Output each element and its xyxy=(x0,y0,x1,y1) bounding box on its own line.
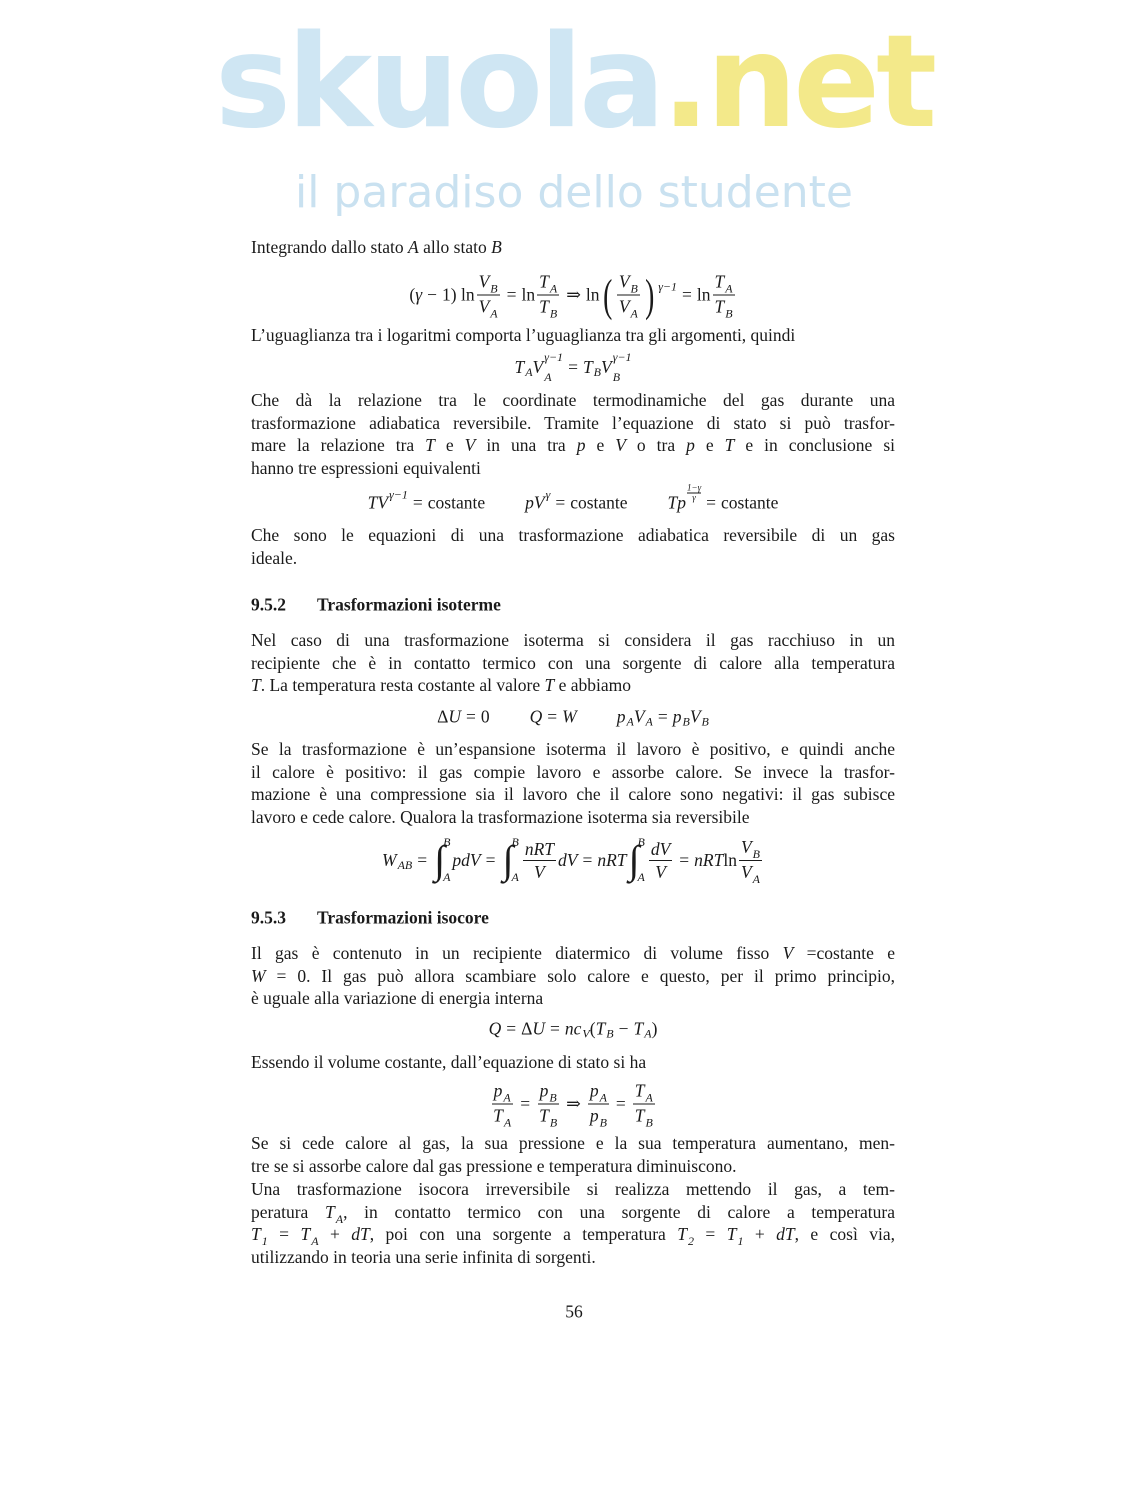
math-symbol: T xyxy=(634,1080,645,1101)
subscript: B xyxy=(549,306,558,321)
text: = xyxy=(267,1224,301,1245)
math-symbol: V xyxy=(655,861,666,882)
math-symbol: T xyxy=(514,356,525,377)
numerator xyxy=(523,838,556,861)
math-symbol: B xyxy=(491,237,502,257)
paragraph xyxy=(251,524,895,569)
lower-limit: A xyxy=(637,870,645,884)
text: e in conclusione si xyxy=(734,435,895,456)
text: mazione è una compressione sia il lavoro che il calore sono negativi: il gas subisce xyxy=(251,784,895,805)
math-symbol: n xyxy=(564,1018,574,1039)
subscript: A xyxy=(626,714,634,729)
subscript: A xyxy=(544,370,552,384)
text: + xyxy=(743,1224,777,1245)
subscript: A xyxy=(599,1090,607,1105)
math-symbol: Q xyxy=(529,706,543,727)
fraction xyxy=(649,838,672,883)
text: = xyxy=(693,1224,727,1245)
math-symbol: T xyxy=(582,356,593,377)
text: ln xyxy=(585,284,600,305)
text: , poi con una sorgente a temperatura xyxy=(369,1224,678,1245)
text-line xyxy=(251,1051,895,1074)
subscript: A xyxy=(503,1090,511,1105)
text: recipiente che è in contatto termico con una sorgente di calore alla temperatura xyxy=(251,652,895,673)
math-symbol: T xyxy=(595,1018,606,1039)
math-symbol: W xyxy=(251,965,266,986)
text: tre se si assorbe calore dal gas pressione e temperatura diminuiscono. xyxy=(251,1155,737,1176)
equation-part xyxy=(617,707,709,728)
text: e xyxy=(585,435,616,456)
equation-part xyxy=(367,487,486,514)
numerator: 1−γ xyxy=(687,482,702,493)
numerator xyxy=(713,271,735,296)
operator: = xyxy=(549,1018,560,1039)
numerator xyxy=(617,271,640,296)
math-symbol: p xyxy=(539,1080,549,1101)
fraction xyxy=(713,271,735,320)
text: ln xyxy=(521,284,536,305)
math-symbol: c xyxy=(573,1018,582,1039)
numerator xyxy=(477,271,500,296)
operator: = xyxy=(506,1018,517,1039)
text: 1) ln xyxy=(442,284,475,305)
math-symbol: dT xyxy=(351,1224,370,1245)
fraction xyxy=(739,836,762,885)
text: Che sono le equazioni di una trasformazione adiabatica reversibile di un gas xyxy=(251,525,895,545)
denominator xyxy=(491,1105,513,1129)
math-symbol: nRT xyxy=(597,849,627,870)
math-symbol: p xyxy=(493,1080,503,1101)
text-line xyxy=(251,674,895,697)
text-line xyxy=(251,412,895,435)
text: + xyxy=(318,1224,352,1245)
subscript: AB xyxy=(397,857,413,872)
text: , in contatto termico con una sorgente di calore a temperatura xyxy=(343,1201,895,1222)
math-symbol: V xyxy=(615,435,626,456)
numerator xyxy=(739,836,762,861)
subscript: B xyxy=(599,1115,607,1130)
math-symbol: T xyxy=(539,296,549,317)
subscript: V xyxy=(582,1026,590,1041)
text-line xyxy=(251,1246,895,1269)
text: Essendo il volume costante, dall’equazione di stato si ha xyxy=(251,1052,647,1072)
denominator: γ xyxy=(692,492,696,503)
subscript: B xyxy=(593,364,602,379)
text-line xyxy=(251,783,895,806)
math-symbol: V xyxy=(618,271,630,292)
subscript: B xyxy=(606,1026,614,1041)
text: trasformazione adiabatica reversibile. Tramite l’equazione di stato si può trasfor- xyxy=(251,412,895,433)
subscript: A xyxy=(503,1115,512,1130)
operator: = xyxy=(412,492,423,513)
subscript: B xyxy=(549,1090,557,1105)
paragraph xyxy=(251,1178,895,1269)
text: e xyxy=(694,435,725,456)
paragraph xyxy=(251,324,895,347)
superscript: γ xyxy=(545,487,551,502)
subscript: A xyxy=(645,714,653,729)
equation xyxy=(251,1019,895,1040)
operator: − xyxy=(427,284,437,305)
integral-limits xyxy=(637,835,644,885)
subscript: A xyxy=(645,1090,653,1105)
integral-sign: ∫ xyxy=(628,837,640,882)
fraction xyxy=(633,1080,655,1129)
text-line xyxy=(251,1132,895,1155)
text: e xyxy=(434,435,465,456)
math-symbol: V xyxy=(618,296,630,317)
large-parenthesis: ) xyxy=(644,269,655,320)
denominator xyxy=(713,296,735,320)
equation-part xyxy=(489,1080,657,1129)
math-symbol: V xyxy=(377,492,389,513)
text-line xyxy=(251,806,895,829)
text: Integrando dallo stato xyxy=(251,237,408,257)
operator: = xyxy=(555,492,566,513)
equation xyxy=(251,350,895,384)
equation xyxy=(251,835,895,885)
operator: = xyxy=(466,706,476,727)
math-symbol: nRT xyxy=(694,849,724,870)
equation-part xyxy=(489,1019,658,1040)
math-symbol: V xyxy=(740,836,752,857)
text: hanno tre espressioni equivalenti xyxy=(251,458,481,479)
fraction xyxy=(588,1080,609,1129)
math-symbol: V xyxy=(633,706,645,727)
math-symbol: T xyxy=(300,1224,311,1245)
operator: = xyxy=(506,284,517,305)
text: . La temperatura resta costante al valore xyxy=(260,675,545,696)
integral xyxy=(629,835,645,885)
denominator xyxy=(477,296,500,320)
equation xyxy=(251,1080,895,1129)
section-heading: 9.5.2 Trasformazioni isoterme xyxy=(251,594,501,615)
text: ) xyxy=(651,1018,658,1039)
operator: = xyxy=(706,492,717,513)
subscript: A xyxy=(525,364,533,379)
text-line xyxy=(251,457,895,480)
math-symbol: T xyxy=(726,1224,737,1245)
subscript: A xyxy=(725,281,733,296)
math-symbol: p xyxy=(677,492,687,513)
subscript: A xyxy=(630,306,638,321)
operator: = xyxy=(615,1093,626,1114)
math-symbol: T xyxy=(634,1105,645,1126)
text: il calore è positivo: il gas compie lavoro e assorbe calore. Se invece la trasfor- xyxy=(251,761,895,782)
subscript: B xyxy=(549,1115,558,1130)
text-line xyxy=(251,761,895,784)
equation-part xyxy=(530,707,577,728)
operator: = xyxy=(485,849,496,870)
numerator xyxy=(649,838,672,861)
text-line xyxy=(251,434,895,457)
text-line xyxy=(251,1223,895,1249)
fraction xyxy=(537,1080,559,1129)
text: ln xyxy=(696,284,711,305)
math-symbol: U xyxy=(532,1018,545,1039)
integral xyxy=(434,835,450,885)
math-symbol: T xyxy=(251,1224,261,1245)
math-symbol: W xyxy=(562,706,577,727)
text: Una trasformazione isocora irreversibile si realizza mettendo il gas, a tem- xyxy=(251,1179,895,1199)
math-symbol: U xyxy=(448,706,462,727)
integral-limits xyxy=(511,835,518,885)
math-symbol: T xyxy=(325,1201,335,1222)
operator: = xyxy=(679,849,690,870)
math-symbol: V xyxy=(782,943,794,963)
equation-part xyxy=(514,350,632,384)
text-line xyxy=(251,629,895,652)
operator: = xyxy=(568,356,578,377)
exponent-fraction xyxy=(687,484,701,503)
text-line xyxy=(251,987,895,1010)
text: ( xyxy=(409,284,416,305)
text: Il gas è contenuto in un recipiente diatermico di volume fisso xyxy=(251,943,783,963)
text-line xyxy=(251,524,895,547)
subscript: 1 xyxy=(737,1234,744,1249)
numerator xyxy=(588,1080,609,1105)
text-line xyxy=(251,324,895,347)
math-symbol: T xyxy=(251,675,261,696)
math-symbol: dV xyxy=(558,849,578,870)
upper-limit: B xyxy=(637,835,645,849)
math-symbol: T xyxy=(714,271,725,292)
text: L’uguaglianza tra i logaritmi comporta l’uguaglianza tra gli argomenti, quindi xyxy=(251,325,796,345)
operator: = xyxy=(417,849,428,870)
math-symbol: dV xyxy=(650,838,671,859)
denominator xyxy=(537,296,559,320)
subscript: B xyxy=(725,306,733,321)
denominator xyxy=(653,861,668,883)
text-line xyxy=(251,652,895,675)
equation xyxy=(251,271,895,320)
math-symbol: nRT xyxy=(524,838,554,859)
math-symbol: V xyxy=(464,435,476,456)
subscript: A xyxy=(335,1211,344,1226)
text: costante xyxy=(721,492,779,513)
integral-sign: ∫ xyxy=(434,837,446,882)
subscript: B xyxy=(612,370,621,384)
sub-superscript xyxy=(544,350,564,384)
paragraph xyxy=(251,1132,895,1177)
large-parenthesis: ( xyxy=(602,269,612,320)
integral-sign: ∫ xyxy=(502,837,514,882)
paragraph xyxy=(251,236,895,259)
text: utilizzando in teoria una serie infinita di sorgenti. xyxy=(251,1247,596,1268)
math-symbol: A xyxy=(407,237,419,257)
subscript: A xyxy=(644,1026,652,1041)
operator: = xyxy=(682,284,692,305)
superscript: γ−1 xyxy=(612,350,632,364)
math-symbol: T xyxy=(667,492,678,513)
math-symbol: p xyxy=(576,435,586,456)
paragraph xyxy=(251,389,895,480)
math-symbol: p xyxy=(616,706,626,727)
fraction xyxy=(523,838,556,883)
math-symbol: V xyxy=(534,861,545,882)
subscript: 2 xyxy=(687,1234,694,1249)
equation-part xyxy=(525,487,628,514)
text: lavoro e cede calore. Qualora la trasformazione isoterma sia reversibile xyxy=(251,807,750,828)
subscript: A xyxy=(311,1234,319,1249)
denominator xyxy=(537,1105,559,1129)
text: ideale. xyxy=(251,547,298,568)
watermark xyxy=(0,0,1148,228)
numerator xyxy=(633,1080,655,1105)
denominator xyxy=(617,296,640,320)
math-symbol: T xyxy=(677,1224,687,1245)
fraction xyxy=(491,1080,513,1129)
equation-part xyxy=(409,271,736,320)
subscript: B xyxy=(752,846,761,861)
text-line xyxy=(251,389,895,412)
text: mare la relazione tra xyxy=(251,435,426,456)
text: ln xyxy=(723,849,737,870)
text: in una tra xyxy=(475,435,577,456)
integral xyxy=(503,835,519,885)
text: , e così via, xyxy=(794,1224,895,1245)
math-symbol: T xyxy=(367,492,378,513)
math-symbol: V xyxy=(532,356,544,377)
subscript: A xyxy=(490,306,498,321)
text: ( xyxy=(589,1018,596,1039)
math-symbol: V xyxy=(533,492,545,513)
superscript: γ−1 xyxy=(658,279,678,294)
text: Nel caso di una trasformazione isoterma si considera il gas racchiuso in un xyxy=(251,630,895,650)
math-symbol: p xyxy=(589,1105,599,1126)
math-symbol: T xyxy=(544,675,555,696)
subscript: 1 xyxy=(261,1234,268,1249)
denominator xyxy=(532,861,547,883)
math-symbol: W xyxy=(381,849,397,870)
text: e abbiamo xyxy=(554,675,631,696)
operator: ⇒ xyxy=(566,1093,581,1114)
math-symbol: p xyxy=(686,435,695,456)
text: o tra xyxy=(625,435,687,456)
text: Δ xyxy=(437,706,449,727)
math-symbol: T xyxy=(539,271,549,292)
paragraph xyxy=(251,738,895,829)
operator: = xyxy=(547,706,558,727)
text: Se si cede calore al gas, la sua pressione e la sua temperatura aumentano, men- xyxy=(251,1133,895,1153)
text: peratura xyxy=(251,1201,326,1222)
watermark-tagline: il paradiso dello studente xyxy=(295,167,853,218)
math-symbol: T xyxy=(633,1018,644,1039)
text-line xyxy=(251,738,895,761)
text-line xyxy=(251,1201,895,1224)
math-symbol: pdV xyxy=(452,849,481,870)
math-symbol: p xyxy=(525,492,534,513)
math-symbol: T xyxy=(714,296,725,317)
paragraph xyxy=(251,629,895,697)
fraction xyxy=(477,271,500,320)
text: Δ xyxy=(521,1018,533,1039)
text: Se la trasformazione è un’espansione isoterma il lavoro è positivo, e quindi anche xyxy=(251,739,895,759)
subscript: A xyxy=(752,871,761,886)
operator: ⇒ xyxy=(566,284,581,305)
math-symbol: T xyxy=(724,435,735,456)
math-symbol: Q xyxy=(488,1018,502,1039)
equation-part xyxy=(437,707,490,728)
paragraph xyxy=(251,942,895,1010)
integral-limits xyxy=(443,835,450,885)
upper-limit: B xyxy=(511,835,519,849)
text-line xyxy=(251,1155,895,1178)
watermark-logo: skuola.net xyxy=(214,8,934,157)
math-symbol: γ xyxy=(415,284,423,305)
equation xyxy=(251,707,895,728)
text-line xyxy=(251,236,895,259)
math-symbol: T xyxy=(539,1105,549,1126)
sub-superscript xyxy=(612,350,632,384)
operator: − xyxy=(618,1018,629,1039)
text: è uguale alla variazione di energia interna xyxy=(251,988,544,1009)
subscript: A xyxy=(549,281,558,296)
text-line xyxy=(251,1178,895,1201)
math-symbol: V xyxy=(478,296,490,317)
math-symbol: T xyxy=(425,435,435,456)
numerator xyxy=(538,1080,559,1105)
paragraph xyxy=(251,1051,895,1074)
denominator xyxy=(588,1105,609,1129)
text: allo stato xyxy=(418,237,492,257)
math-symbol: V xyxy=(601,356,612,377)
text: 0 xyxy=(480,706,490,727)
page-number: 56 xyxy=(565,1301,583,1322)
text: Che dà la relazione tra le coordinate termodinamiche del gas durante una xyxy=(251,390,895,410)
math-symbol: V xyxy=(740,861,752,882)
numerator xyxy=(537,271,559,296)
subscript: B xyxy=(682,714,690,729)
operator: = xyxy=(520,1093,531,1114)
text: costante xyxy=(427,492,486,513)
math-symbol: V xyxy=(689,706,701,727)
math-symbol: p xyxy=(589,1080,599,1101)
text-line xyxy=(251,942,895,965)
text: =costante e xyxy=(793,943,895,963)
text-line xyxy=(251,547,895,570)
superscript: γ−1 xyxy=(389,487,408,502)
operator: = xyxy=(582,849,593,870)
equation-part xyxy=(382,835,764,885)
subscript: B xyxy=(490,281,498,296)
text: costante xyxy=(570,492,628,513)
math-symbol: T xyxy=(493,1105,503,1126)
upper-limit: B xyxy=(443,835,451,849)
fraction xyxy=(537,271,559,320)
denominator xyxy=(633,1105,655,1129)
section-heading: 9.5.3 Trasformazioni isocore xyxy=(251,907,489,928)
lower-limit: A xyxy=(511,870,519,884)
numerator xyxy=(492,1080,513,1105)
text: = 0. Il gas può allora scambiare solo calore e questo, per il primo principio, xyxy=(265,965,895,986)
math-symbol: V xyxy=(478,271,490,292)
denominator xyxy=(739,861,762,885)
fraction xyxy=(617,271,640,320)
math-symbol: dT xyxy=(776,1224,795,1245)
operator: = xyxy=(657,706,668,727)
math-symbol: p xyxy=(672,706,682,727)
subscript: B xyxy=(630,281,638,296)
subscript: B xyxy=(645,1115,653,1130)
lower-limit: A xyxy=(443,870,451,884)
superscript: γ−1 xyxy=(544,350,564,364)
subscript: B xyxy=(701,714,709,729)
text-line xyxy=(251,965,895,988)
